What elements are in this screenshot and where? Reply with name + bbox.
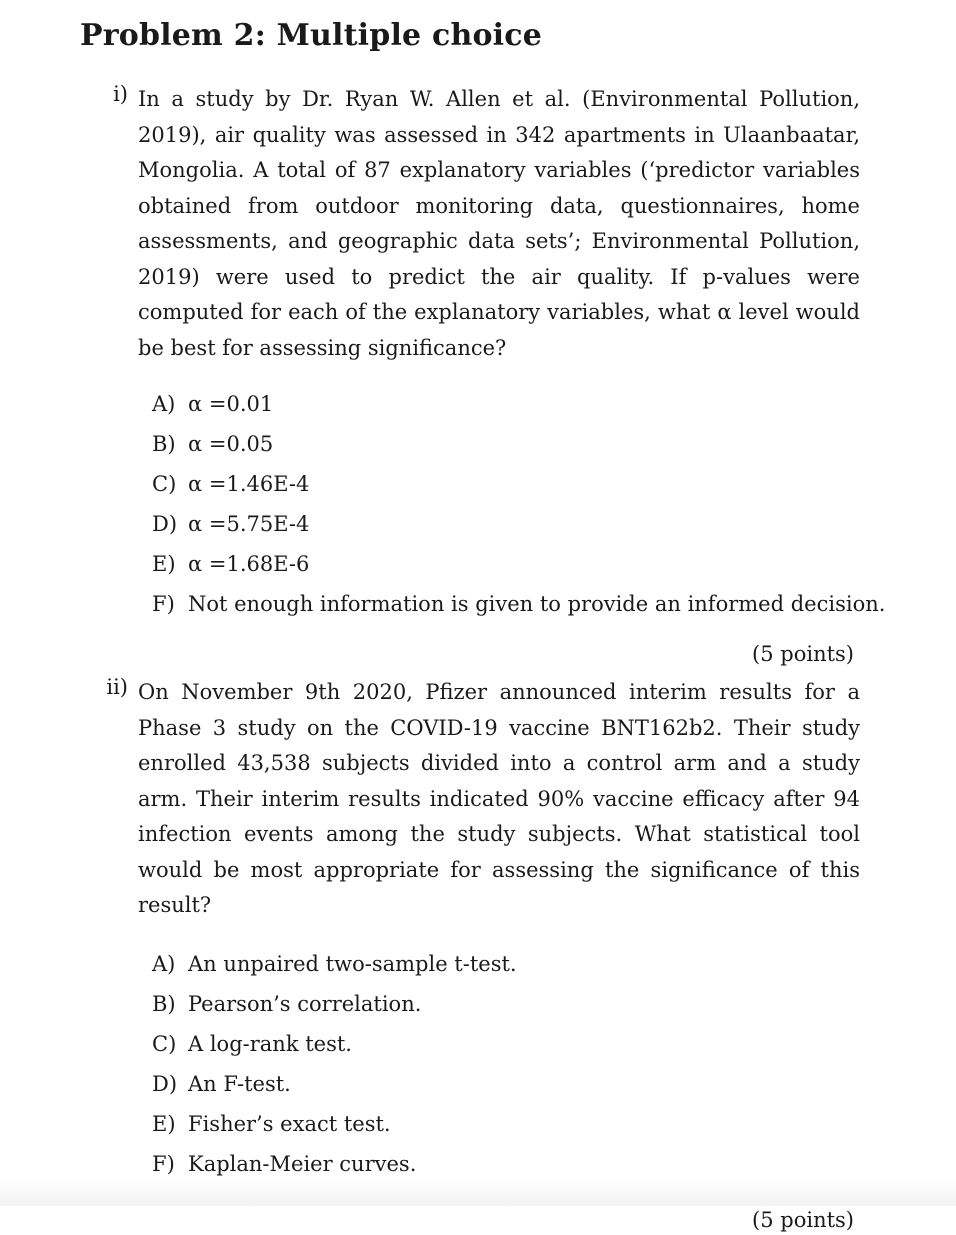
option-text: Fisher’s exact test.	[188, 1111, 391, 1136]
option-b	[152, 424, 860, 464]
option-letter: C)	[152, 1031, 177, 1056]
option-text: α =1.46E-4	[188, 472, 310, 496]
option-b	[152, 984, 860, 1024]
option-letter: E)	[152, 1111, 176, 1136]
option-text: α =0.05	[188, 432, 274, 456]
problem-i	[100, 82, 886, 669]
option-a	[152, 944, 860, 984]
problem-ii	[100, 675, 860, 1235]
option-text: An F-test.	[188, 1071, 291, 1096]
option-text: A log-rank test.	[188, 1031, 352, 1056]
option-letter: B)	[152, 991, 176, 1016]
option-letter: E)	[152, 552, 176, 576]
option-text: α =0.01	[188, 392, 274, 416]
problem-number: ii)	[106, 675, 128, 699]
option-a	[152, 384, 860, 424]
options-list	[152, 944, 860, 1184]
option-letter: A)	[152, 951, 176, 976]
option-letter: F)	[152, 592, 175, 616]
option-d	[152, 1064, 860, 1104]
problem-number: i)	[113, 82, 128, 106]
problem-stem: On November 9th 2020, Pfizer announced interim results for a Phase 3 study on the COVID-19 vaccine BNT162b2. Their study enrolled 43,538 subjects divided into a control arm and a study arm. Their interim results indicated 90% vaccine efficacy after 94 infection events among the study subjects. What statistical tool would be most appropriate for assessing the significance of this result?	[138, 680, 860, 917]
option-f	[152, 584, 886, 624]
page-title: Problem 2: Multiple choice	[80, 18, 543, 53]
option-letter: A)	[152, 392, 176, 416]
option-c	[152, 464, 860, 504]
option-letter: C)	[152, 472, 177, 496]
option-text: Pearson’s correlation.	[188, 991, 422, 1016]
option-letter: F)	[152, 1151, 175, 1176]
option-c	[152, 1024, 860, 1064]
page-bottom-shadow	[0, 1176, 956, 1206]
points-label: (5 points)	[752, 642, 854, 666]
option-text: Kaplan-Meier curves.	[188, 1151, 417, 1176]
option-letter: B)	[152, 432, 176, 456]
option-d	[152, 504, 860, 544]
option-text: α =1.68E-6	[188, 552, 310, 576]
option-letter: D)	[152, 512, 178, 536]
problem-stem: In a study by Dr. Ryan W. Allen et al. (Environmental Pollution, 2019), air quality was assessed in 342 apartments in Ulaanbaatar, Mongolia. A total of 87 explanatory variables (‘predictor variables obtained from outdoor monitoring data, questionnaires, home assessments, and geographic data sets’; Environmental Pollution, 2019) were used to predict the air quality. If p-values were computed for each of the explanatory variables, what α level would be best for assessing significance?	[138, 87, 860, 360]
option-text: An unpaired two-sample t-test.	[188, 951, 517, 976]
points-label: (5 points)	[752, 1207, 854, 1232]
option-letter: D)	[152, 1071, 178, 1096]
option-text: Not enough information is given to provide an informed decision.	[188, 592, 886, 616]
option-e	[152, 1104, 860, 1144]
option-e	[152, 544, 860, 584]
option-text: α =5.75E-4	[188, 512, 310, 536]
options-list	[152, 384, 886, 624]
